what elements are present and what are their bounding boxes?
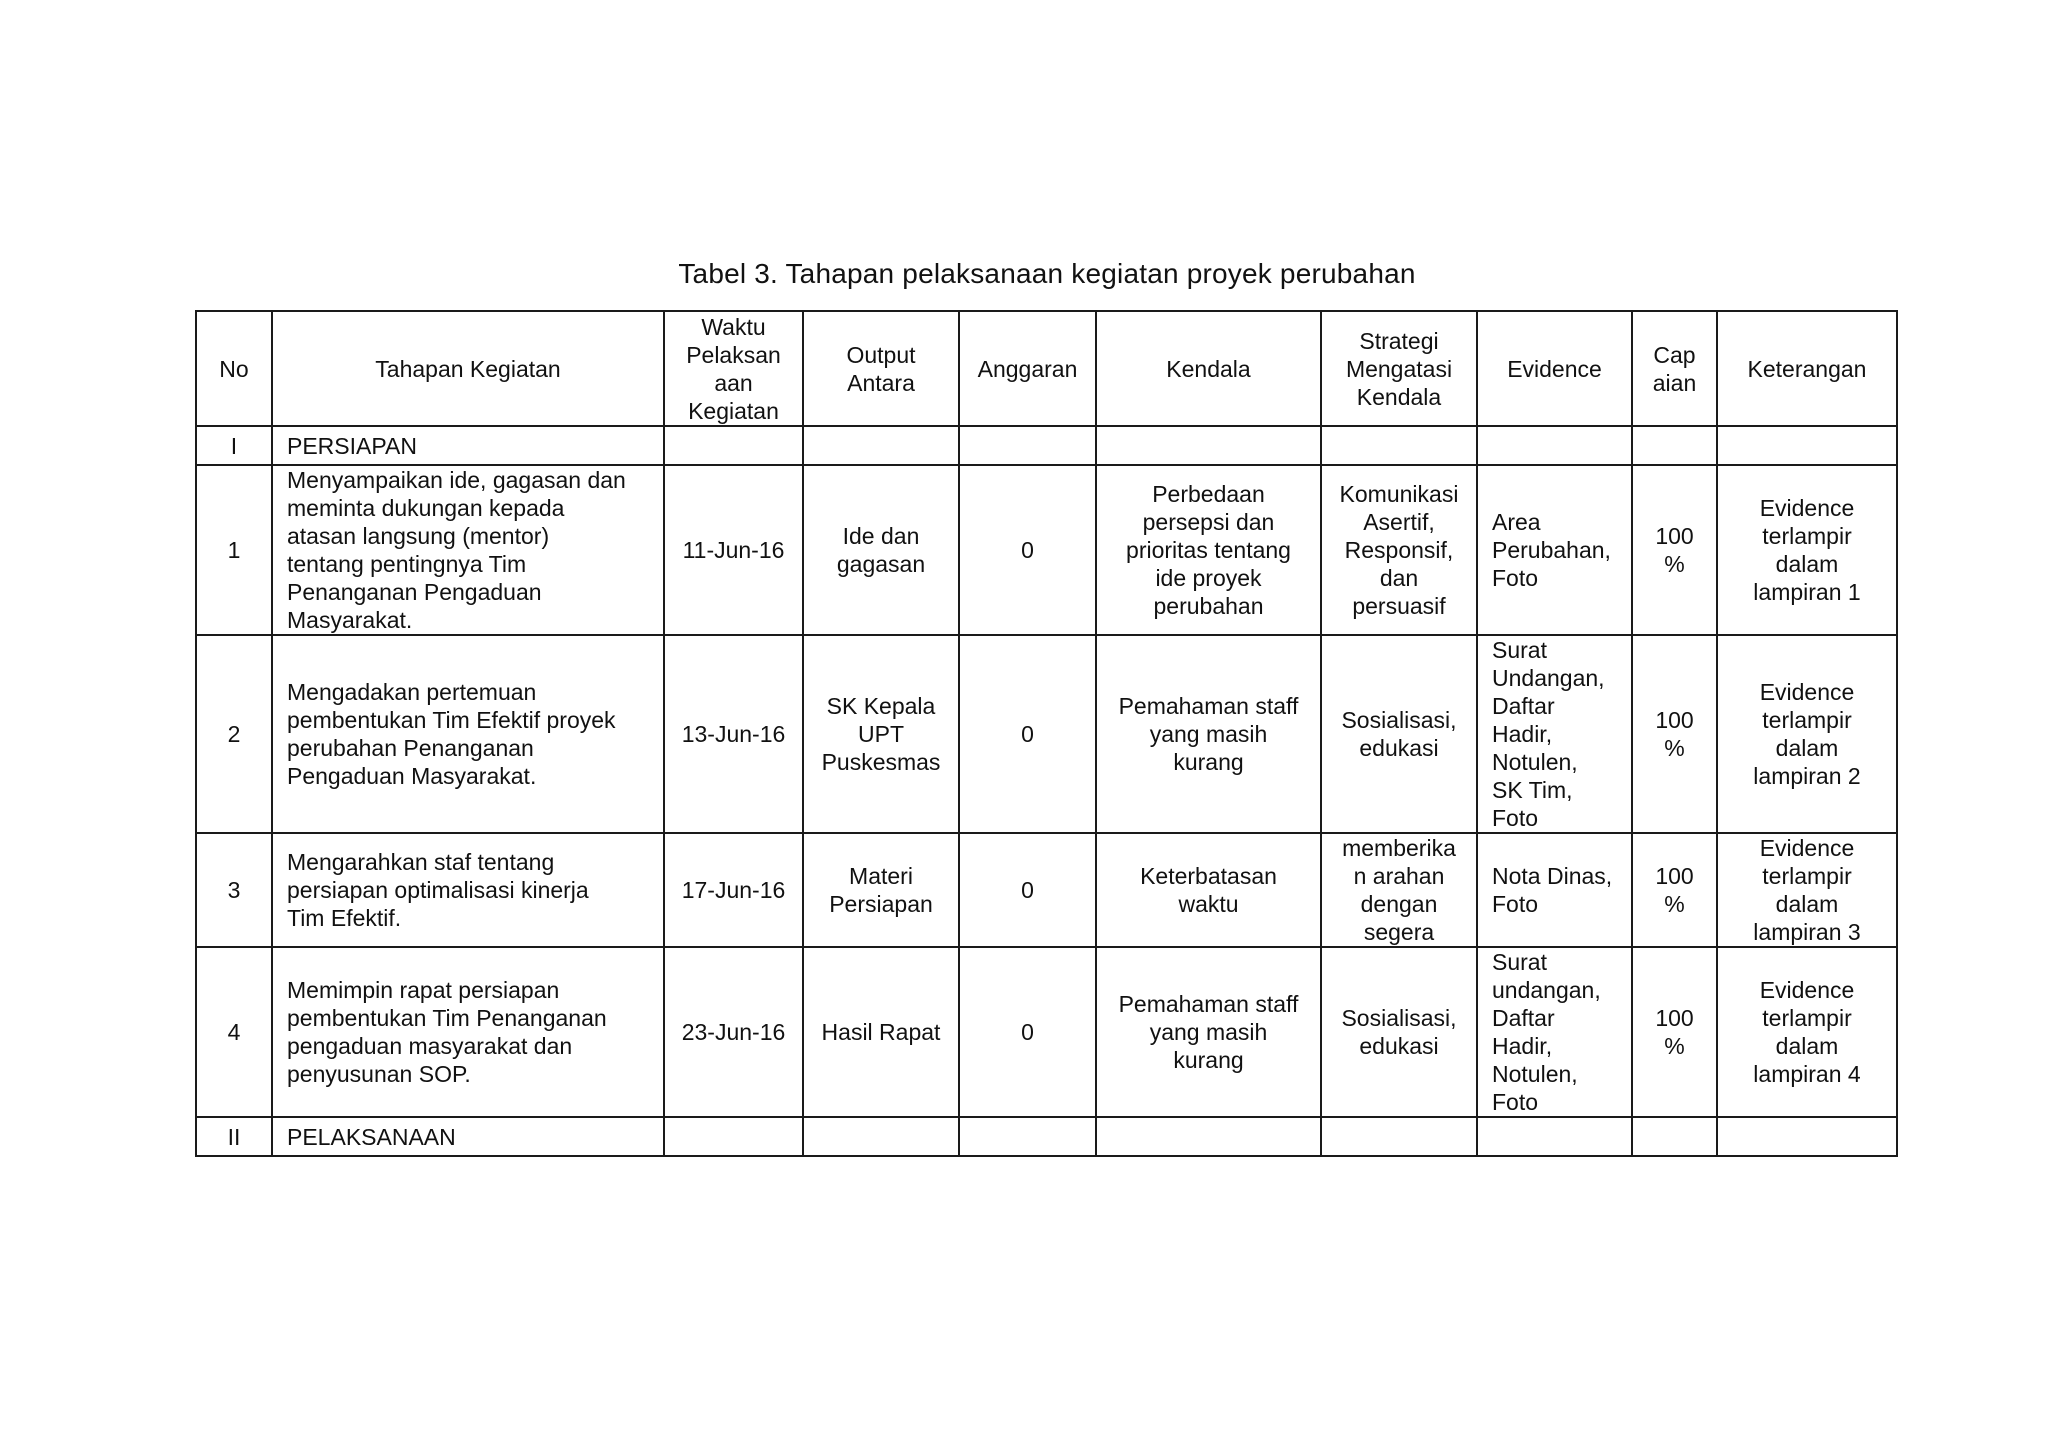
header-keterangan: Keterangan (1717, 311, 1897, 426)
row-no: 2 (196, 635, 272, 833)
row-waktu: 13-Jun-16 (664, 635, 803, 833)
empty-cell (1632, 426, 1717, 465)
activity-stages-table (195, 310, 1898, 1157)
row-keterangan: Evidence terlampir dalam lampiran 2 (1717, 635, 1897, 833)
row-evidence: Nota Dinas, Foto (1477, 833, 1632, 947)
row-tahapan: Memimpin rapat persiapan pembentukan Tim Penanganan pengaduan masyarakat dan penyusunan SOP. (272, 947, 664, 1117)
header-capaian: Cap aian (1632, 311, 1717, 426)
empty-cell (1717, 426, 1897, 465)
row-strategi: Sosialisasi, edukasi (1321, 635, 1477, 833)
row-capaian: 100 % (1632, 833, 1717, 947)
row-strategi: Komunikasi Asertif, Responsif, dan persuasif (1321, 465, 1477, 635)
empty-cell (959, 1117, 1096, 1156)
empty-cell (1096, 426, 1321, 465)
empty-cell (664, 1117, 803, 1156)
row-waktu: 11-Jun-16 (664, 465, 803, 635)
header-anggaran: Anggaran (959, 311, 1096, 426)
row-waktu: 23-Jun-16 (664, 947, 803, 1117)
header-waktu: Waktu Pelaksan aan Kegiatan (664, 311, 803, 426)
row-waktu: 17-Jun-16 (664, 833, 803, 947)
section-label: PERSIAPAN (272, 426, 664, 465)
empty-cell (1632, 1117, 1717, 1156)
row-tahapan: Menyampaikan ide, gagasan dan meminta dukungan kepada atasan langsung (mentor) tentang pentingnya Tim Penanganan Pengaduan Masyarakat. (272, 465, 664, 635)
row-tahapan: Mengarahkan staf tentang persiapan optimalisasi kinerja Tim Efektif. (272, 833, 664, 947)
table-row (196, 947, 1897, 1117)
row-no: 4 (196, 947, 272, 1117)
section-label: PELAKSANAAN (272, 1117, 664, 1156)
header-evidence: Evidence (1477, 311, 1632, 426)
empty-cell (664, 426, 803, 465)
row-kendala: Perbedaan persepsi dan prioritas tentang ide proyek perubahan (1096, 465, 1321, 635)
row-keterangan: Evidence terlampir dalam lampiran 1 (1717, 465, 1897, 635)
row-evidence: Surat undangan, Daftar Hadir, Notulen, Foto (1477, 947, 1632, 1117)
header-kendala: Kendala (1096, 311, 1321, 426)
header-row (196, 311, 1897, 426)
row-keterangan: Evidence terlampir dalam lampiran 4 (1717, 947, 1897, 1117)
table-row (196, 635, 1897, 833)
row-anggaran: 0 (959, 635, 1096, 833)
empty-cell (959, 426, 1096, 465)
empty-cell (1477, 426, 1632, 465)
empty-cell (803, 426, 959, 465)
row-keterangan: Evidence terlampir dalam lampiran 3 (1717, 833, 1897, 947)
empty-cell (1321, 426, 1477, 465)
row-tahapan: Mengadakan pertemuan pembentukan Tim Efektif proyek perubahan Penanganan Pengaduan Masyarakat. (272, 635, 664, 833)
section-row-pelaksanaan (196, 1117, 1897, 1156)
row-kendala: Keterbatasan waktu (1096, 833, 1321, 947)
table-caption: Tabel 3. Tahapan pelaksanaan kegiatan proyek perubahan (678, 258, 1416, 289)
row-evidence: Area Perubahan, Foto (1477, 465, 1632, 635)
empty-cell (1717, 1117, 1897, 1156)
row-anggaran: 0 (959, 947, 1096, 1117)
row-capaian: 100 % (1632, 947, 1717, 1117)
table-row (196, 465, 1897, 635)
row-output: SK Kepala UPT Puskesmas (803, 635, 959, 833)
header-strategi: Strategi Mengatasi Kendala (1321, 311, 1477, 426)
empty-cell (1096, 1117, 1321, 1156)
section-row-persiapan (196, 426, 1897, 465)
row-output: Hasil Rapat (803, 947, 959, 1117)
table-row (196, 833, 1897, 947)
row-evidence: Surat Undangan, Daftar Hadir, Notulen, SK Tim, Foto (1477, 635, 1632, 833)
empty-cell (1321, 1117, 1477, 1156)
row-no: 1 (196, 465, 272, 635)
row-kendala: Pemahaman staff yang masih kurang (1096, 947, 1321, 1117)
row-output: Ide dan gagasan (803, 465, 959, 635)
section-no: I (196, 426, 272, 465)
row-strategi: Sosialisasi, edukasi (1321, 947, 1477, 1117)
row-anggaran: 0 (959, 833, 1096, 947)
header-no: No (196, 311, 272, 426)
header-output: Output Antara (803, 311, 959, 426)
section-no: II (196, 1117, 272, 1156)
row-capaian: 100 % (1632, 465, 1717, 635)
row-output: Materi Persiapan (803, 833, 959, 947)
row-no: 3 (196, 833, 272, 947)
row-capaian: 100 % (1632, 635, 1717, 833)
row-anggaran: 0 (959, 465, 1096, 635)
empty-cell (803, 1117, 959, 1156)
empty-cell (1477, 1117, 1632, 1156)
row-strategi: memberika n arahan dengan segera (1321, 833, 1477, 947)
header-tahapan: Tahapan Kegiatan (272, 311, 664, 426)
row-kendala: Pemahaman staff yang masih kurang (1096, 635, 1321, 833)
